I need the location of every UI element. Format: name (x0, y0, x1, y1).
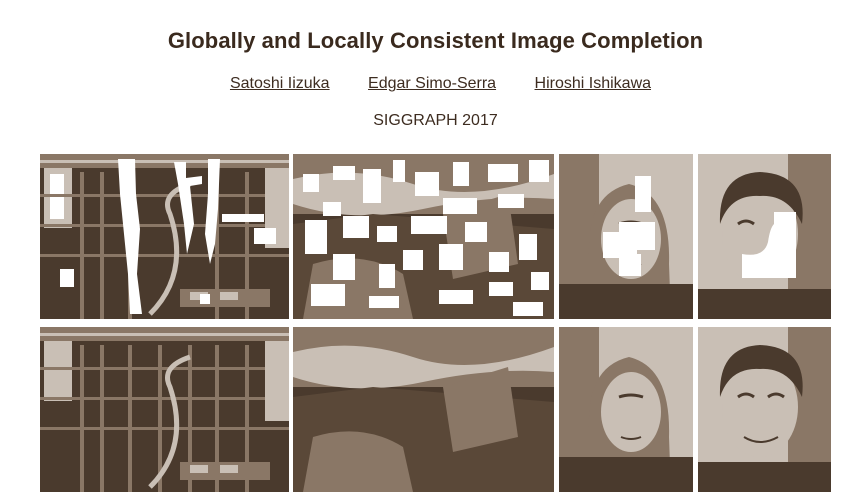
library-masked-image (40, 154, 289, 319)
woman-masked-image (559, 154, 693, 319)
author-link-edgar-simo-serra[interactable]: Edgar Simo-Serra (368, 75, 497, 92)
boy-masked-image (698, 154, 831, 319)
author-link-hiroshi-ishikawa[interactable]: Hiroshi Ishikawa (534, 75, 652, 92)
library-completed-image (40, 327, 289, 492)
woman-completed-image (559, 327, 693, 492)
boy-completed-image (698, 327, 831, 492)
venue-label: SIGGRAPH 2017 (373, 112, 498, 129)
author-list (0, 75, 859, 93)
landscape-masked-image (293, 154, 554, 319)
landscape-completed-image (293, 327, 554, 492)
author-link-satoshi-iizuka[interactable]: Satoshi Iizuka (229, 75, 330, 92)
page-title: Globally and Locally Consistent Image Completion (167, 28, 704, 53)
